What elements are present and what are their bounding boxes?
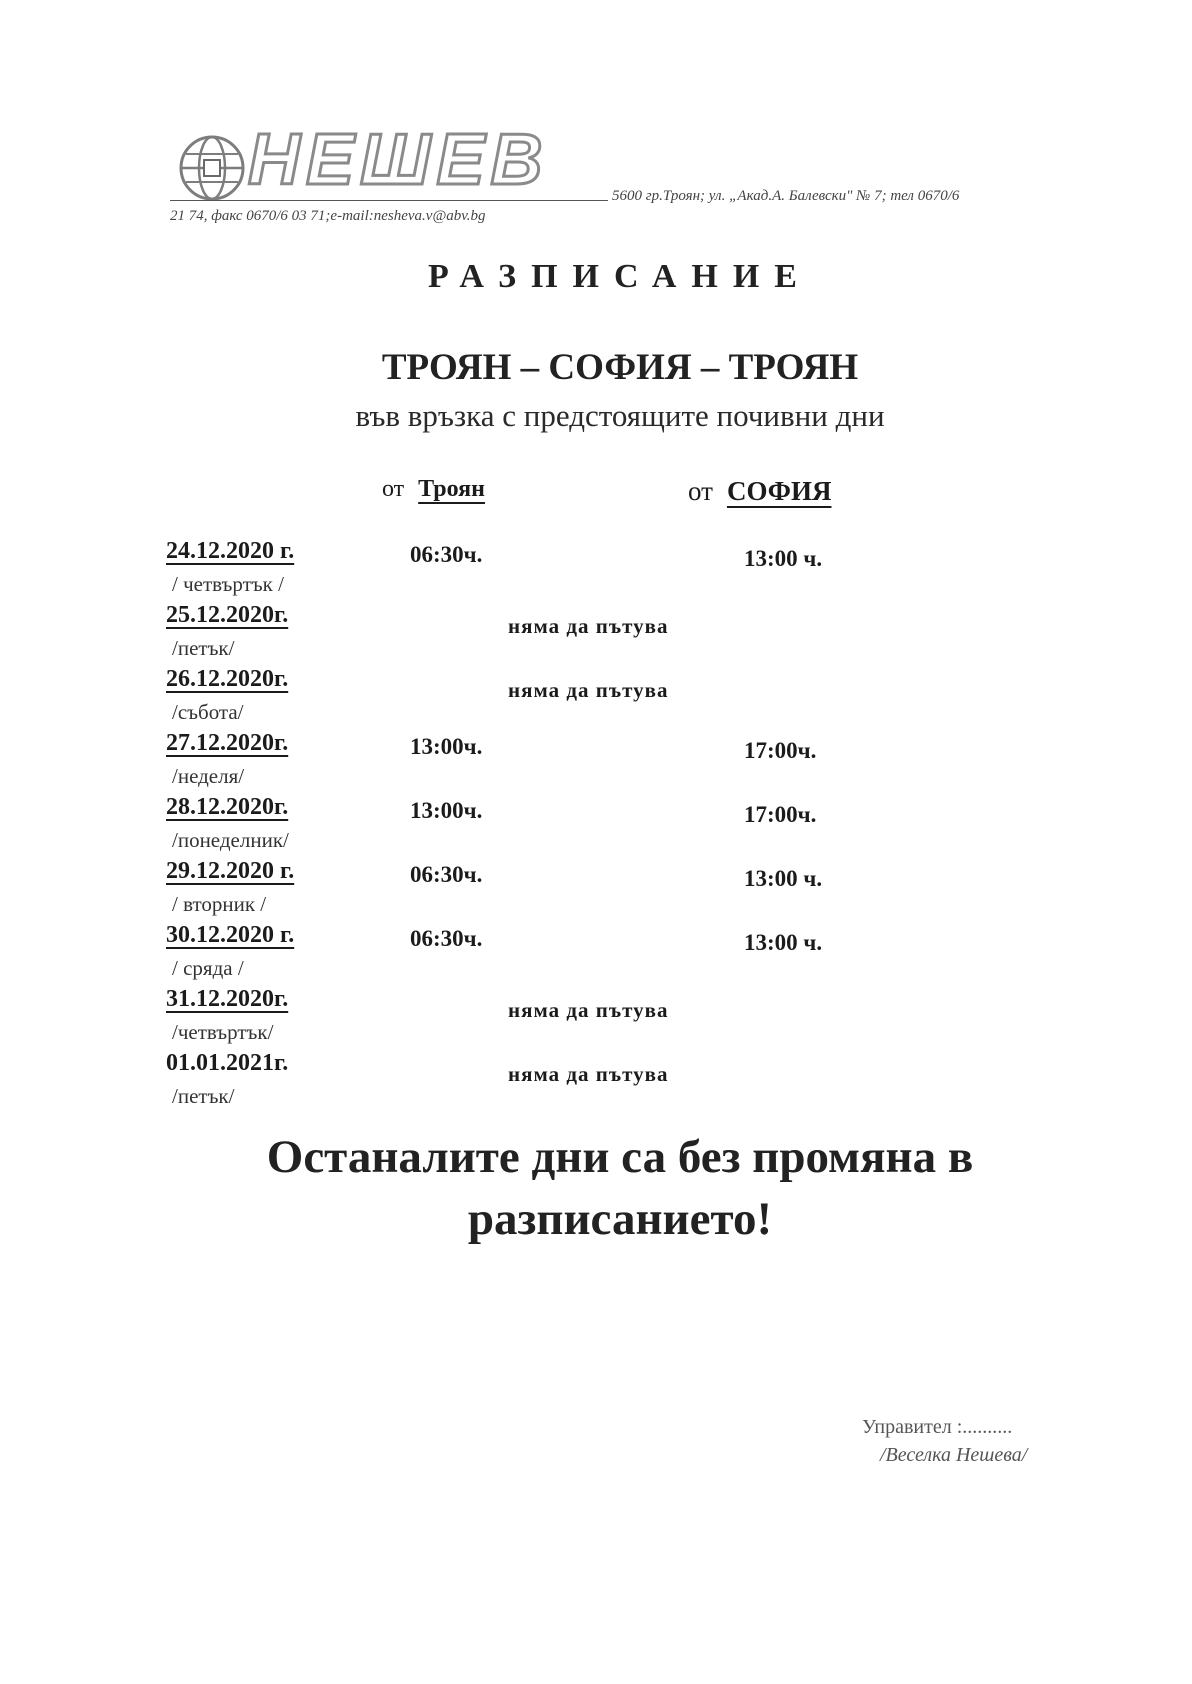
footer-notice-line1: Останалите дни са без промяна в	[266, 1131, 974, 1183]
footer-notice	[0, 1126, 1192, 1250]
no-service-note: няма да пътува	[508, 1062, 669, 1086]
logo-wordmark: НЕШЕВ	[248, 120, 549, 200]
letterhead-divider	[170, 200, 608, 201]
schedule-weekday: / вторник /	[172, 892, 267, 916]
schedule-weekday: /събота/	[172, 700, 244, 724]
schedule-date: 31.12.2020г.	[166, 986, 289, 1012]
departure-from-troyan: 13:00ч.	[410, 798, 483, 823]
no-service-note: няма да пътува	[508, 678, 669, 702]
schedule-date: 28.12.2020г.	[166, 794, 289, 820]
schedule-row	[0, 986, 1192, 1050]
schedule-row	[0, 1050, 1192, 1114]
schedule-weekday: /понеделник/	[172, 828, 289, 852]
schedule-date: 01.01.2021г.	[166, 1050, 289, 1076]
schedule-weekday: /четвъртък/	[172, 1020, 274, 1044]
departure-from-sofia: 13:00 ч.	[744, 546, 823, 571]
company-address-line1: 5600 гр.Троян; ул. „Акад.А. Балевски" № 7; тел 0670/6	[612, 188, 960, 204]
schedule-row	[0, 858, 1192, 922]
footer-notice-line2: разписанието!	[467, 1193, 773, 1245]
signature-name: /Веселка Нешева/	[880, 1444, 1028, 1466]
schedule-date: 27.12.2020г.	[166, 730, 289, 756]
route-heading: ТРОЯН – СОФИЯ – ТРОЯН	[381, 347, 859, 388]
schedule-row	[0, 602, 1192, 666]
schedule-weekday: /петък/	[172, 636, 235, 660]
schedule-row	[0, 922, 1192, 986]
schedule-date: 24.12.2020 г.	[166, 538, 295, 564]
schedule-date: 25.12.2020г.	[166, 602, 289, 628]
route-subtitle: във връзка с предстоящите почивни дни	[355, 398, 885, 433]
schedule-weekday: /неделя/	[172, 764, 245, 788]
column-place: СОФИЯ	[726, 476, 832, 506]
departure-from-sofia: 17:00ч.	[744, 802, 817, 827]
signature-role: Управител :..........	[862, 1416, 1013, 1438]
no-service-note: няма да пътува	[508, 614, 669, 638]
departure-from-troyan: 06:30ч.	[410, 542, 483, 567]
company-address-line2: 21 74, факс 0670/6 03 71;e-mail:nesheva.v@abv.bg	[170, 208, 486, 224]
column-header-from-troyan	[382, 476, 485, 503]
schedule-date: 26.12.2020г.	[166, 666, 289, 692]
document-title: РАЗПИСАНИЕ	[428, 258, 812, 295]
column-prefix: от	[382, 476, 405, 502]
globe-icon	[178, 134, 246, 202]
column-place: Троян	[418, 476, 485, 502]
schedule-row	[0, 666, 1192, 730]
schedule-weekday: / четвъртък /	[172, 572, 284, 596]
schedule-row	[0, 730, 1192, 794]
schedule-row	[0, 794, 1192, 858]
column-prefix: от	[688, 476, 713, 506]
departure-from-sofia: 17:00ч.	[744, 738, 817, 763]
schedule-date: 30.12.2020 г.	[166, 922, 295, 948]
schedule-row	[0, 538, 1192, 602]
departure-from-troyan: 06:30ч.	[410, 862, 483, 887]
no-service-note: няма да пътува	[508, 998, 669, 1022]
company-logo	[178, 120, 618, 206]
schedule-weekday: / сряда /	[172, 956, 244, 980]
schedule-date: 29.12.2020 г.	[166, 858, 295, 884]
departure-from-sofia: 13:00 ч.	[744, 930, 823, 955]
column-header-from-sofia	[688, 476, 831, 507]
departure-from-sofia: 13:00 ч.	[744, 866, 823, 891]
departure-from-troyan: 06:30ч.	[410, 926, 483, 951]
schedule-weekday: /петък/	[172, 1084, 235, 1108]
departure-from-troyan: 13:00ч.	[410, 734, 483, 759]
